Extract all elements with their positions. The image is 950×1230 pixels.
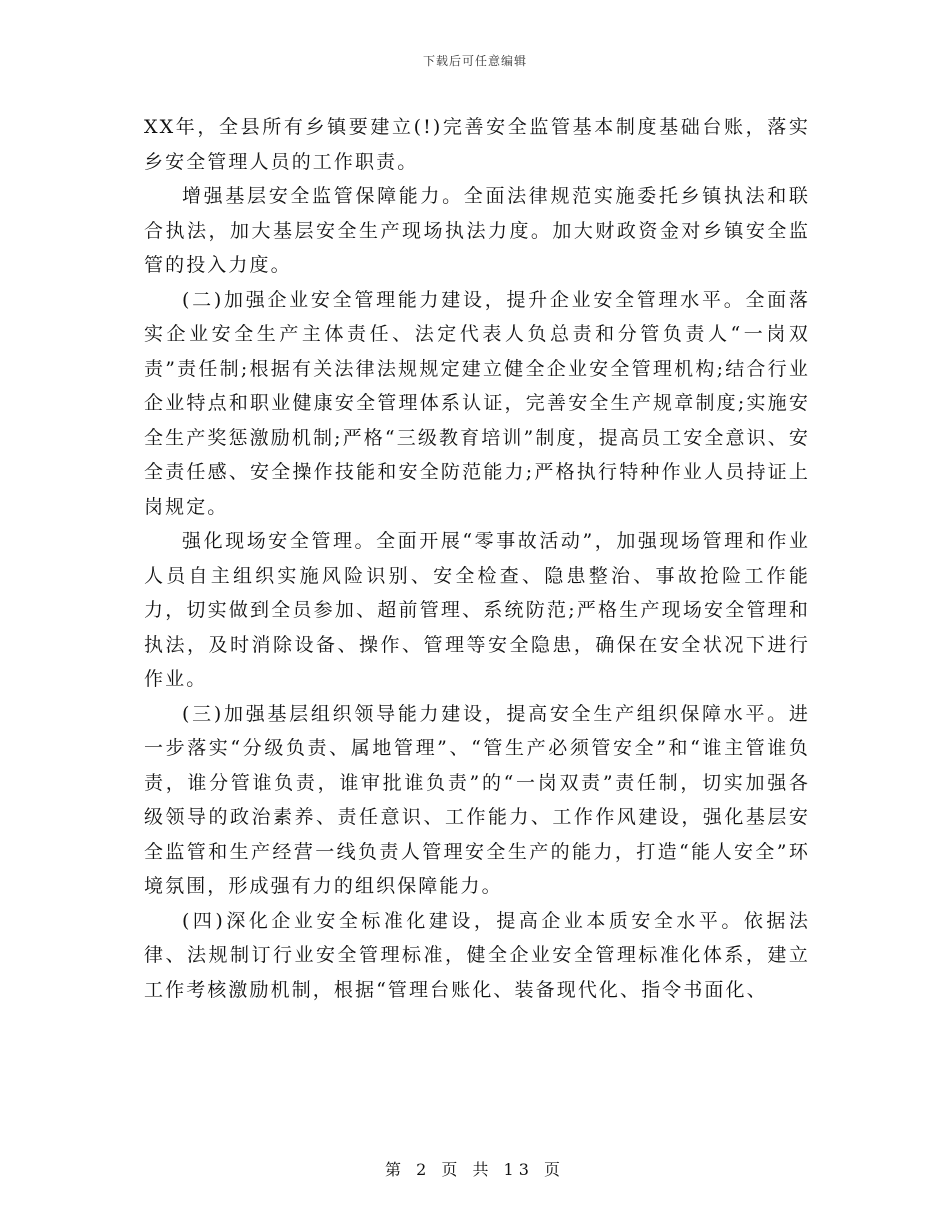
paragraph: (二)加强企业安全管理能力建设，提升企业安全管理水平。全面落实企业安全生产主体责任、法定代表人负总责和分管负责人“一岗双责”责任制;根据有关法律法规规定建立健全企业安全管理机构;结合行业企业特点和职业健康安全管理体系认证，完善安全生产规章制度;实施安全生产奖惩激励机制;严格“三级教育培训”制度，提高员工安全意识、安全责任感、安全操作技能和安全防范能力;严格执行特种作业人员持证上岗规定。: [144, 288, 810, 518]
paragraph: 增强基层安全监管保障能力。全面法律规范实施委托乡镇执法和联合执法，加大基层安全生产现场执法力度。加大财政资金对乡镇安全监管的投入力度。: [144, 185, 810, 276]
paragraph: 强化现场安全管理。全面开展“零事故活动”，加强现场管理和作业人员自主组织实施风险识别、安全检查、隐患整治、事故抢险工作能力，切实做到全员参加、超前管理、系统防范;严格生产现场安全管理和执法，及时消除设备、操作、管理等安全隐患，确保在安全状况下进行作业。: [144, 530, 810, 690]
paragraph: XX年，全县所有乡镇要建立(!)完善安全监管基本制度基础台账，落实乡安全管理人员的工作职责。: [144, 116, 810, 173]
page-header: 下载后可任意编辑: [422, 54, 527, 68]
page-number-footer: 第 2 页 共 13 页: [385, 1160, 565, 1179]
paragraph: (三)加强基层组织领导能力建设，提高安全生产组织保障水平。进一步落实“分级负责、属地管理”、“管生产必须管安全”和“谁主管谁负责，谁分管谁负责，谁审批谁负责”的“一岗双责”责任制，切实加强各级领导的政治素养、责任意识、工作能力、工作作风建设，强化基层安全监管和生产经营一线负责人管理安全生产的能力，打造“能人安全”环境氛围，形成强有力的组织保障能力。: [144, 702, 810, 897]
document-body: [144, 110, 810, 1007]
paragraph: (四)深化企业安全标准化建设，提高企业本质安全水平。依据法律、法规制订行业安全管理标准，健全企业安全管理标准化体系，建立工作考核激励机制，根据“管理台账化、装备现代化、指令书面化、: [144, 909, 810, 1001]
